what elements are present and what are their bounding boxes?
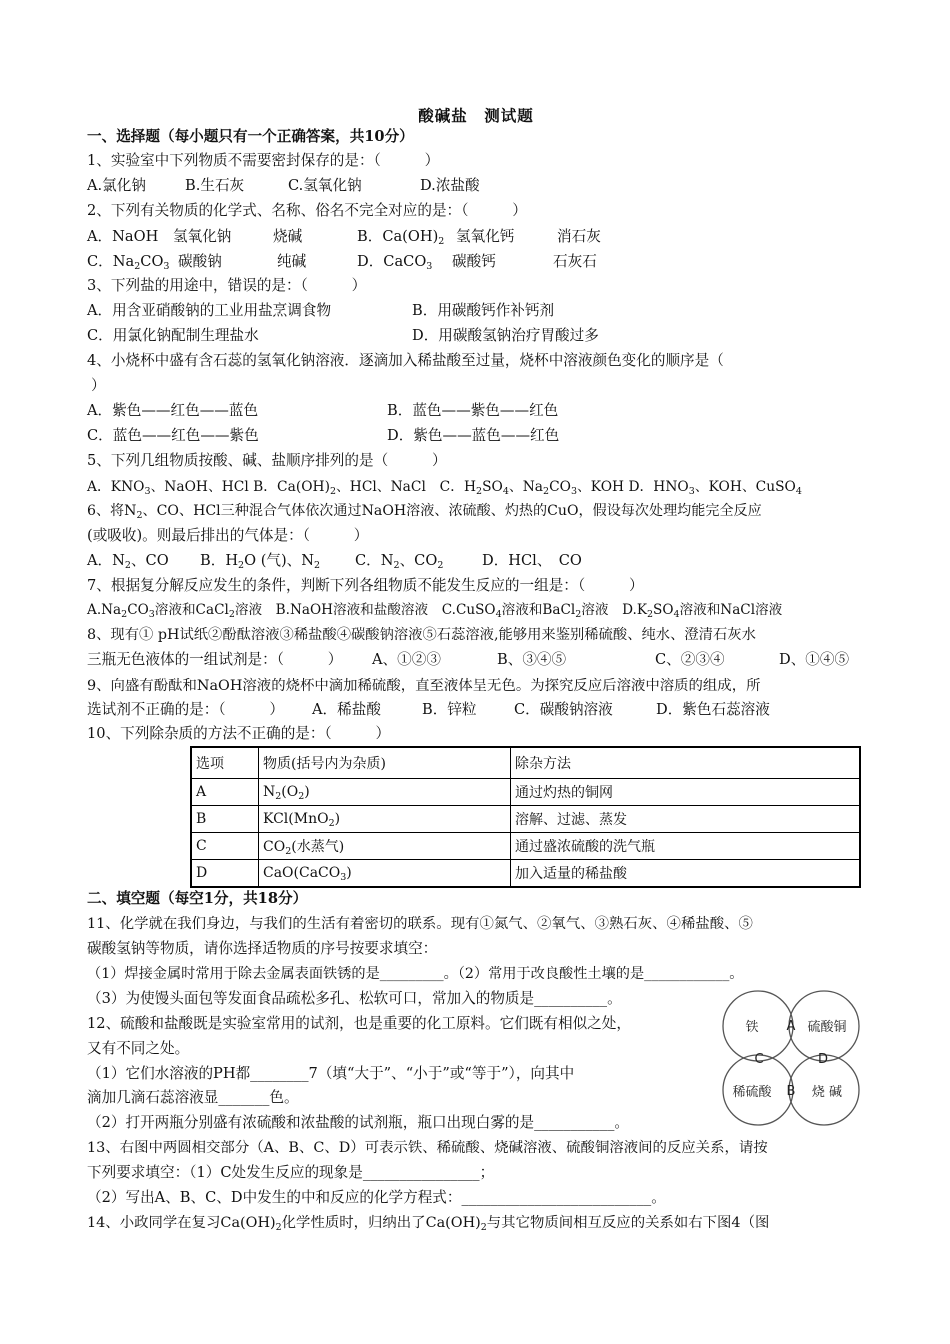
q12-line4: 滴加几滴石蕊溶液显_______色。 [87, 1089, 299, 1106]
table-row [191, 833, 860, 860]
q1-opt-a: A.氯化钠 [87, 177, 146, 194]
q9-opt-a: A．稀盐酸 [312, 701, 381, 718]
q9-stem-line2: 选试剂不正确的是：（ ） [87, 701, 285, 718]
q3-stem: 3、下列盐的用途中，错误的是：（ ） [87, 277, 367, 294]
table-cell-method: 加入适量的稀盐酸 [511, 860, 861, 888]
q2-opt-c-name: 碳酸钠 [178, 253, 222, 270]
table-row [191, 779, 860, 806]
q2-opt-d-formula: D．CaCO$_3$ [357, 253, 433, 272]
q14-line1: 14、小政同学在复习$Ca(OH)_2$化学性质时，归纳出了$Ca(OH)_2$与其它物质间相互反应的关系如右下图4（图 [87, 1215, 770, 1233]
page-title: 酸碱盐 测试题 [418, 106, 534, 125]
table-header-cell: 除杂方法 [511, 747, 861, 779]
table-header-cell: 物质(括号内为杂质) [259, 747, 511, 779]
q9-opt-d: D．紫色石蕊溶液 [656, 701, 770, 718]
q1-opt-b: B.生石灰 [185, 177, 245, 194]
q4-opt-c: C．蓝色——红色——紫色 [87, 427, 259, 444]
q6-opt-a: A．$N_2$、CO [87, 552, 169, 571]
venn-region-b: B [786, 1084, 796, 1099]
q8-opt-c: C、②③④ [655, 651, 725, 668]
venn-label-sulfuric-acid: 稀硫酸 [732, 1085, 772, 1100]
table-cell-method: 溶解、过滤、蒸发 [511, 806, 861, 833]
table-cell-substance: KCl(MnO$_2$) [259, 806, 511, 833]
q11-line1: 11、化学就在我们身边，与我们的生活有着密切的联系。现有①氮气、②氧气、③熟石灰、④稀盐酸、⑤ [87, 916, 753, 932]
q13-line2: 下列要求填空：（1）C处发生反应的现象是________________； [87, 1164, 495, 1181]
q2-opt-c-formula: C．$Na_2CO_3$ [87, 253, 170, 272]
q2-opt-a-formula: A．NaOH [87, 228, 159, 245]
table-cell-option: A [191, 779, 259, 806]
section2-heading: 二、填空题（每空1分，共18分） [87, 890, 308, 907]
q11-line3: （1）焊接金属时常用于除去金属表面铁锈的是_________。（2）常用于改良酸性土壤的是____________。 [87, 966, 744, 982]
venn-diagram [722, 990, 862, 1130]
q8-opt-b: B、③④⑤ [497, 651, 567, 668]
q7-stem: 7、根据复分解反应发生的条件，判断下列各组物质不能发生反应的一组是：（ ） [87, 577, 644, 594]
venn-label-copper-sulfate: 硫酸铜 [807, 1020, 847, 1035]
q2-opt-b-alias: 消石灰 [557, 228, 601, 245]
table-cell-substance: CaO(CaCO$_3$) [259, 860, 511, 888]
q8-opt-a: A、①②③ [372, 651, 441, 668]
table-cell-method: 通过盛浓硫酸的洗气瓶 [511, 833, 861, 860]
q9-opt-c: C．碳酸钠溶液 [514, 701, 613, 718]
q12-line5: （2）打开两瓶分别盛有浓硫酸和浓盐酸的试剂瓶，瓶口出现白雾的是___________。 [87, 1114, 629, 1131]
table-cell-method: 通过灼热的铜网 [511, 779, 861, 806]
q4-stem-end: ） [91, 377, 106, 394]
venn-region-a: A [786, 1019, 796, 1034]
q12-line2: 又有不同之处。 [87, 1040, 190, 1057]
q3-opt-c: C．用氯化钠配制生理盐水 [87, 327, 259, 344]
q6-opt-b: B．$H_2O$ (气)、$N_2$ [200, 552, 321, 571]
q2-opt-b-formula: B．$Ca(OH)_2$ [357, 228, 445, 247]
q1-stem: 1、实验室中下列物质不需要密封保存的是：（ ） [87, 152, 440, 169]
q6-stem-line2: (或吸收)。则最后排出的气体是：（ ） [87, 527, 369, 544]
q9-stem-line1: 9、向盛有酚酞和NaOH溶液的烧杯中滴加稀硫酸，直至液体呈无色。为探究反应后溶液中溶质的组成，所 [87, 678, 761, 694]
q13-line3: （2）写出A、B、C、D中发生的中和反应的化学方程式：__________________________。 [87, 1189, 666, 1206]
q1-opt-d: D.浓盐酸 [420, 177, 480, 194]
q2-opt-a-alias: 烧碱 [273, 228, 303, 245]
q2-stem: 2、下列有关物质的化学式、名称、俗名不完全对应的是：（ ） [87, 202, 527, 219]
q11-line2: 碳酸氢钠等物质，请你选择适物质的序号按要求填空： [87, 940, 438, 957]
q13-line1: 13、右图中两圆相交部分（A、B、C、D）可表示铁、稀硫酸、烧碱溶液、硫酸铜溶液间的反应关系，请按 [87, 1140, 768, 1156]
q8-stem-line1: 8、现有① pH试纸②酚酞溶液③稀盐酸④碳酸钠溶液⑤石蕊溶液,能够用来鉴别稀硫酸、纯水、澄清石灰水 [87, 627, 756, 643]
q2-opt-d-alias: 石灰石 [553, 253, 597, 270]
q2-opt-a-name: 氢氧化钠 [173, 228, 232, 245]
table-header-cell: 选项 [191, 747, 259, 779]
table-cell-option: C [191, 833, 259, 860]
q2-opt-d-name: 碳酸钙 [452, 253, 496, 270]
q5-stem: 5、下列几组物质按酸、碱、盐顺序排列的是（ ） [87, 452, 447, 469]
q4-opt-b: B．蓝色——紫色——红色 [387, 402, 559, 419]
q4-opt-d: D．紫色——蓝色——红色 [387, 427, 560, 444]
q8-stem-line2: 三瓶无色液体的一组试剂是：（ ） [87, 651, 343, 668]
table-row [191, 806, 860, 833]
q6-opt-d: D．HCl、 CO [482, 552, 582, 569]
q4-stem: 4、小烧杯中盛有含石蕊的氢氧化钠溶液．逐滴加入稀盐酸至过量，烧杯中溶液颜色变化的顺序是（ [87, 352, 724, 369]
q3-opt-d: D．用碳酸氢钠治疗胃酸过多 [412, 327, 599, 344]
q9-opt-b: B．锌粒 [422, 701, 477, 718]
q3-opt-a: A．用含亚硝酸钠的工业用盐烹调食物 [87, 302, 332, 319]
table-cell-substance: $N_2(O_2)$ [259, 779, 511, 806]
q10-stem: 10、下列除杂质的方法不正确的是：（ ） [87, 725, 391, 742]
q3-opt-b: B．用碳酸钙作补钙剂 [412, 302, 555, 319]
q7-options: $A.Na_2CO_3$溶液和CaCl$_2$溶液 B.NaOH溶液和盐酸溶液 C.CuSO$_4$溶液和BaCl$_2$溶液 $D.K_2SO_4$溶液和NaCl溶液 [87, 602, 783, 620]
q6-stem-line1: 6、将$N_2$、CO、HCl三种混合气体依次通过NaOH溶液、浓硫酸、灼热的CuO，假设每次处理均能完全反应 [87, 503, 762, 521]
q5-options: A．$KNO_3$、NaOH、HCl B．$Ca(OH)_2$、HCl、NaCl C．$H_2SO_4$、$Na_2CO_3$、KOH D．$HNO_3$、KOH、CuSO$_4$ [87, 479, 802, 497]
q2-opt-c-alias: 纯碱 [277, 253, 307, 270]
q4-opt-a: A．紫色——红色——蓝色 [87, 402, 259, 419]
q12-line1: 12、硫酸和盐酸既是实验室常用的试剂，也是重要的化工原料。它们既有相似之处， [87, 1015, 631, 1032]
table-header-row [191, 747, 860, 779]
section1-heading: 一、选择题（每小题只有一个正确答案，共10分） [87, 128, 414, 145]
venn-label-iron: 铁 [745, 1020, 759, 1035]
q8-opt-d: D、①④⑤ [779, 651, 850, 668]
table-cell-option: B [191, 806, 259, 833]
q6-opt-c: C．$N_2$、$CO_2$ [355, 552, 444, 571]
q11-line4: （3）为使馒头面包等发面食品疏松多孔、松软可口，常加入的物质是__________。 [87, 990, 622, 1007]
q12-line3: （1）它们水溶液的PH都________7（填“大于”、“小于”或“等于”），向其中 [87, 1065, 575, 1082]
venn-region-d: D [817, 1052, 829, 1067]
venn-region-c: C [754, 1052, 764, 1067]
venn-label-caustic-soda: 烧 碱 [811, 1085, 843, 1100]
table-cell-option: D [191, 860, 259, 888]
q2-opt-b-name: 氢氧化钙 [456, 228, 515, 245]
q1-opt-c: C.氢氧化钠 [288, 177, 362, 194]
table-row [191, 860, 860, 888]
impurity-table [190, 746, 861, 888]
table-cell-substance: $CO_2$(水蒸气) [259, 833, 511, 860]
